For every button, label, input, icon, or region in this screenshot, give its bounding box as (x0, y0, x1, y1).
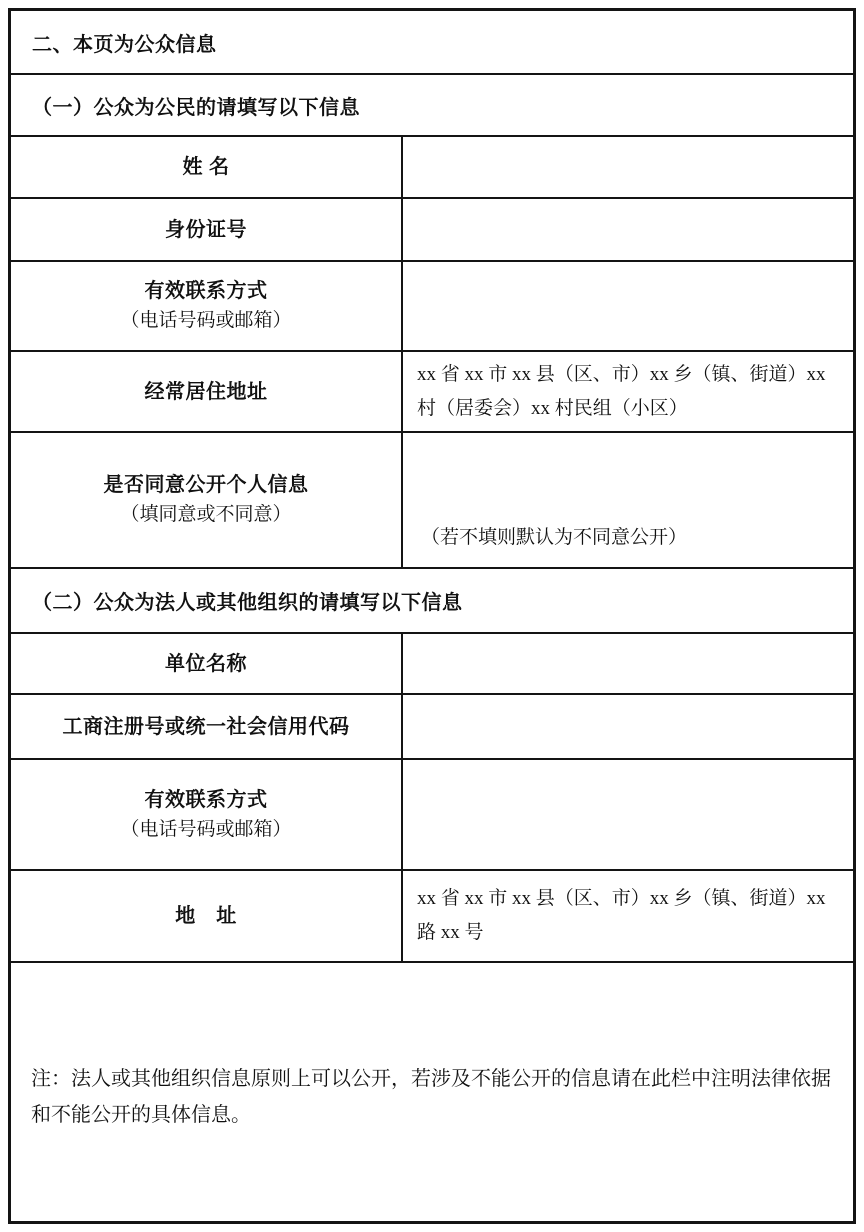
citizen-address-value: xx 省 xx 市 xx 县（区、市）xx 乡（镇、街道）xx 村（居委会）xx 村民组（小区） (417, 363, 826, 419)
table-title: 二、本页为公众信息 (32, 33, 217, 56)
citizen-id-value-cell[interactable] (403, 199, 853, 260)
section-citizen-title: （一）公众为公民的请填写以下信息 (32, 96, 360, 119)
org-address-value-cell[interactable] (403, 871, 853, 961)
org-address-value: xx 省 xx 市 xx 县（区、市）xx 乡（镇、街道）xx 路 xx 号 (417, 888, 826, 943)
section-organization-header-row (11, 567, 853, 632)
citizen-name-label-cell (11, 137, 403, 197)
org-contact-sublabel: （电话号码或邮箱） (120, 818, 292, 840)
row-org-address (11, 869, 853, 961)
citizen-address-label: 经常居住地址 (144, 380, 268, 403)
row-note (11, 961, 853, 1221)
section-citizen-header-row (11, 73, 853, 135)
public-info-form-table (8, 8, 856, 1224)
row-org-contact (11, 758, 853, 869)
citizen-name-value-cell[interactable] (403, 137, 853, 197)
row-citizen-name (11, 135, 853, 197)
row-org-name (11, 632, 853, 693)
section-citizen-header-cell (11, 75, 853, 135)
section-organization-title: （二）公众为法人或其他组织的请填写以下信息 (32, 592, 463, 614)
org-address-label: 地 址 (175, 905, 237, 927)
citizen-consent-sublabel: （填同意或不同意） (120, 504, 292, 525)
note-text: 注：法人或其他组织信息原则上可以公开，若涉及不能公开的信息请在此栏中注明法律依据和不能公开的具体信息。 (31, 1068, 831, 1126)
row-org-credit-code (11, 693, 853, 758)
org-name-value-cell[interactable] (403, 634, 853, 693)
table-title-row (11, 11, 853, 73)
org-name-label-cell (11, 634, 403, 693)
org-contact-label-cell (11, 760, 403, 869)
citizen-name-label: 姓 名 (182, 156, 230, 178)
citizen-contact-sublabel: （电话号码或邮箱） (120, 310, 292, 331)
row-citizen-address (11, 350, 853, 431)
citizen-consent-value-cell[interactable] (403, 433, 853, 567)
citizen-consent-label-cell (11, 433, 403, 567)
org-contact-label: 有效联系方式 (144, 788, 268, 811)
citizen-address-value-cell[interactable] (403, 352, 853, 431)
citizen-id-label: 身份证号 (165, 218, 247, 241)
table-title-cell (11, 11, 853, 73)
citizen-contact-label: 有效联系方式 (144, 280, 268, 302)
org-name-label: 单位名称 (165, 652, 247, 675)
org-credit-code-label: 工商注册号或统一社会信用代码 (62, 715, 350, 738)
org-credit-code-label-cell (11, 695, 403, 758)
org-credit-code-value-cell[interactable] (403, 695, 853, 758)
citizen-contact-value-cell[interactable] (403, 262, 853, 350)
note-cell[interactable] (11, 963, 853, 1221)
row-citizen-id-number (11, 197, 853, 260)
citizen-consent-default-hint: （若不填则默认为不同意公开） (421, 527, 688, 548)
citizen-address-label-cell (11, 352, 403, 431)
row-citizen-consent (11, 431, 853, 567)
citizen-consent-label: 是否同意公开个人信息 (103, 474, 309, 496)
org-address-label-cell (11, 871, 403, 961)
section-organization-header-cell (11, 569, 853, 632)
citizen-id-label-cell (11, 199, 403, 260)
row-citizen-contact (11, 260, 853, 350)
org-contact-value-cell[interactable] (403, 760, 853, 869)
citizen-contact-label-cell (11, 262, 403, 350)
